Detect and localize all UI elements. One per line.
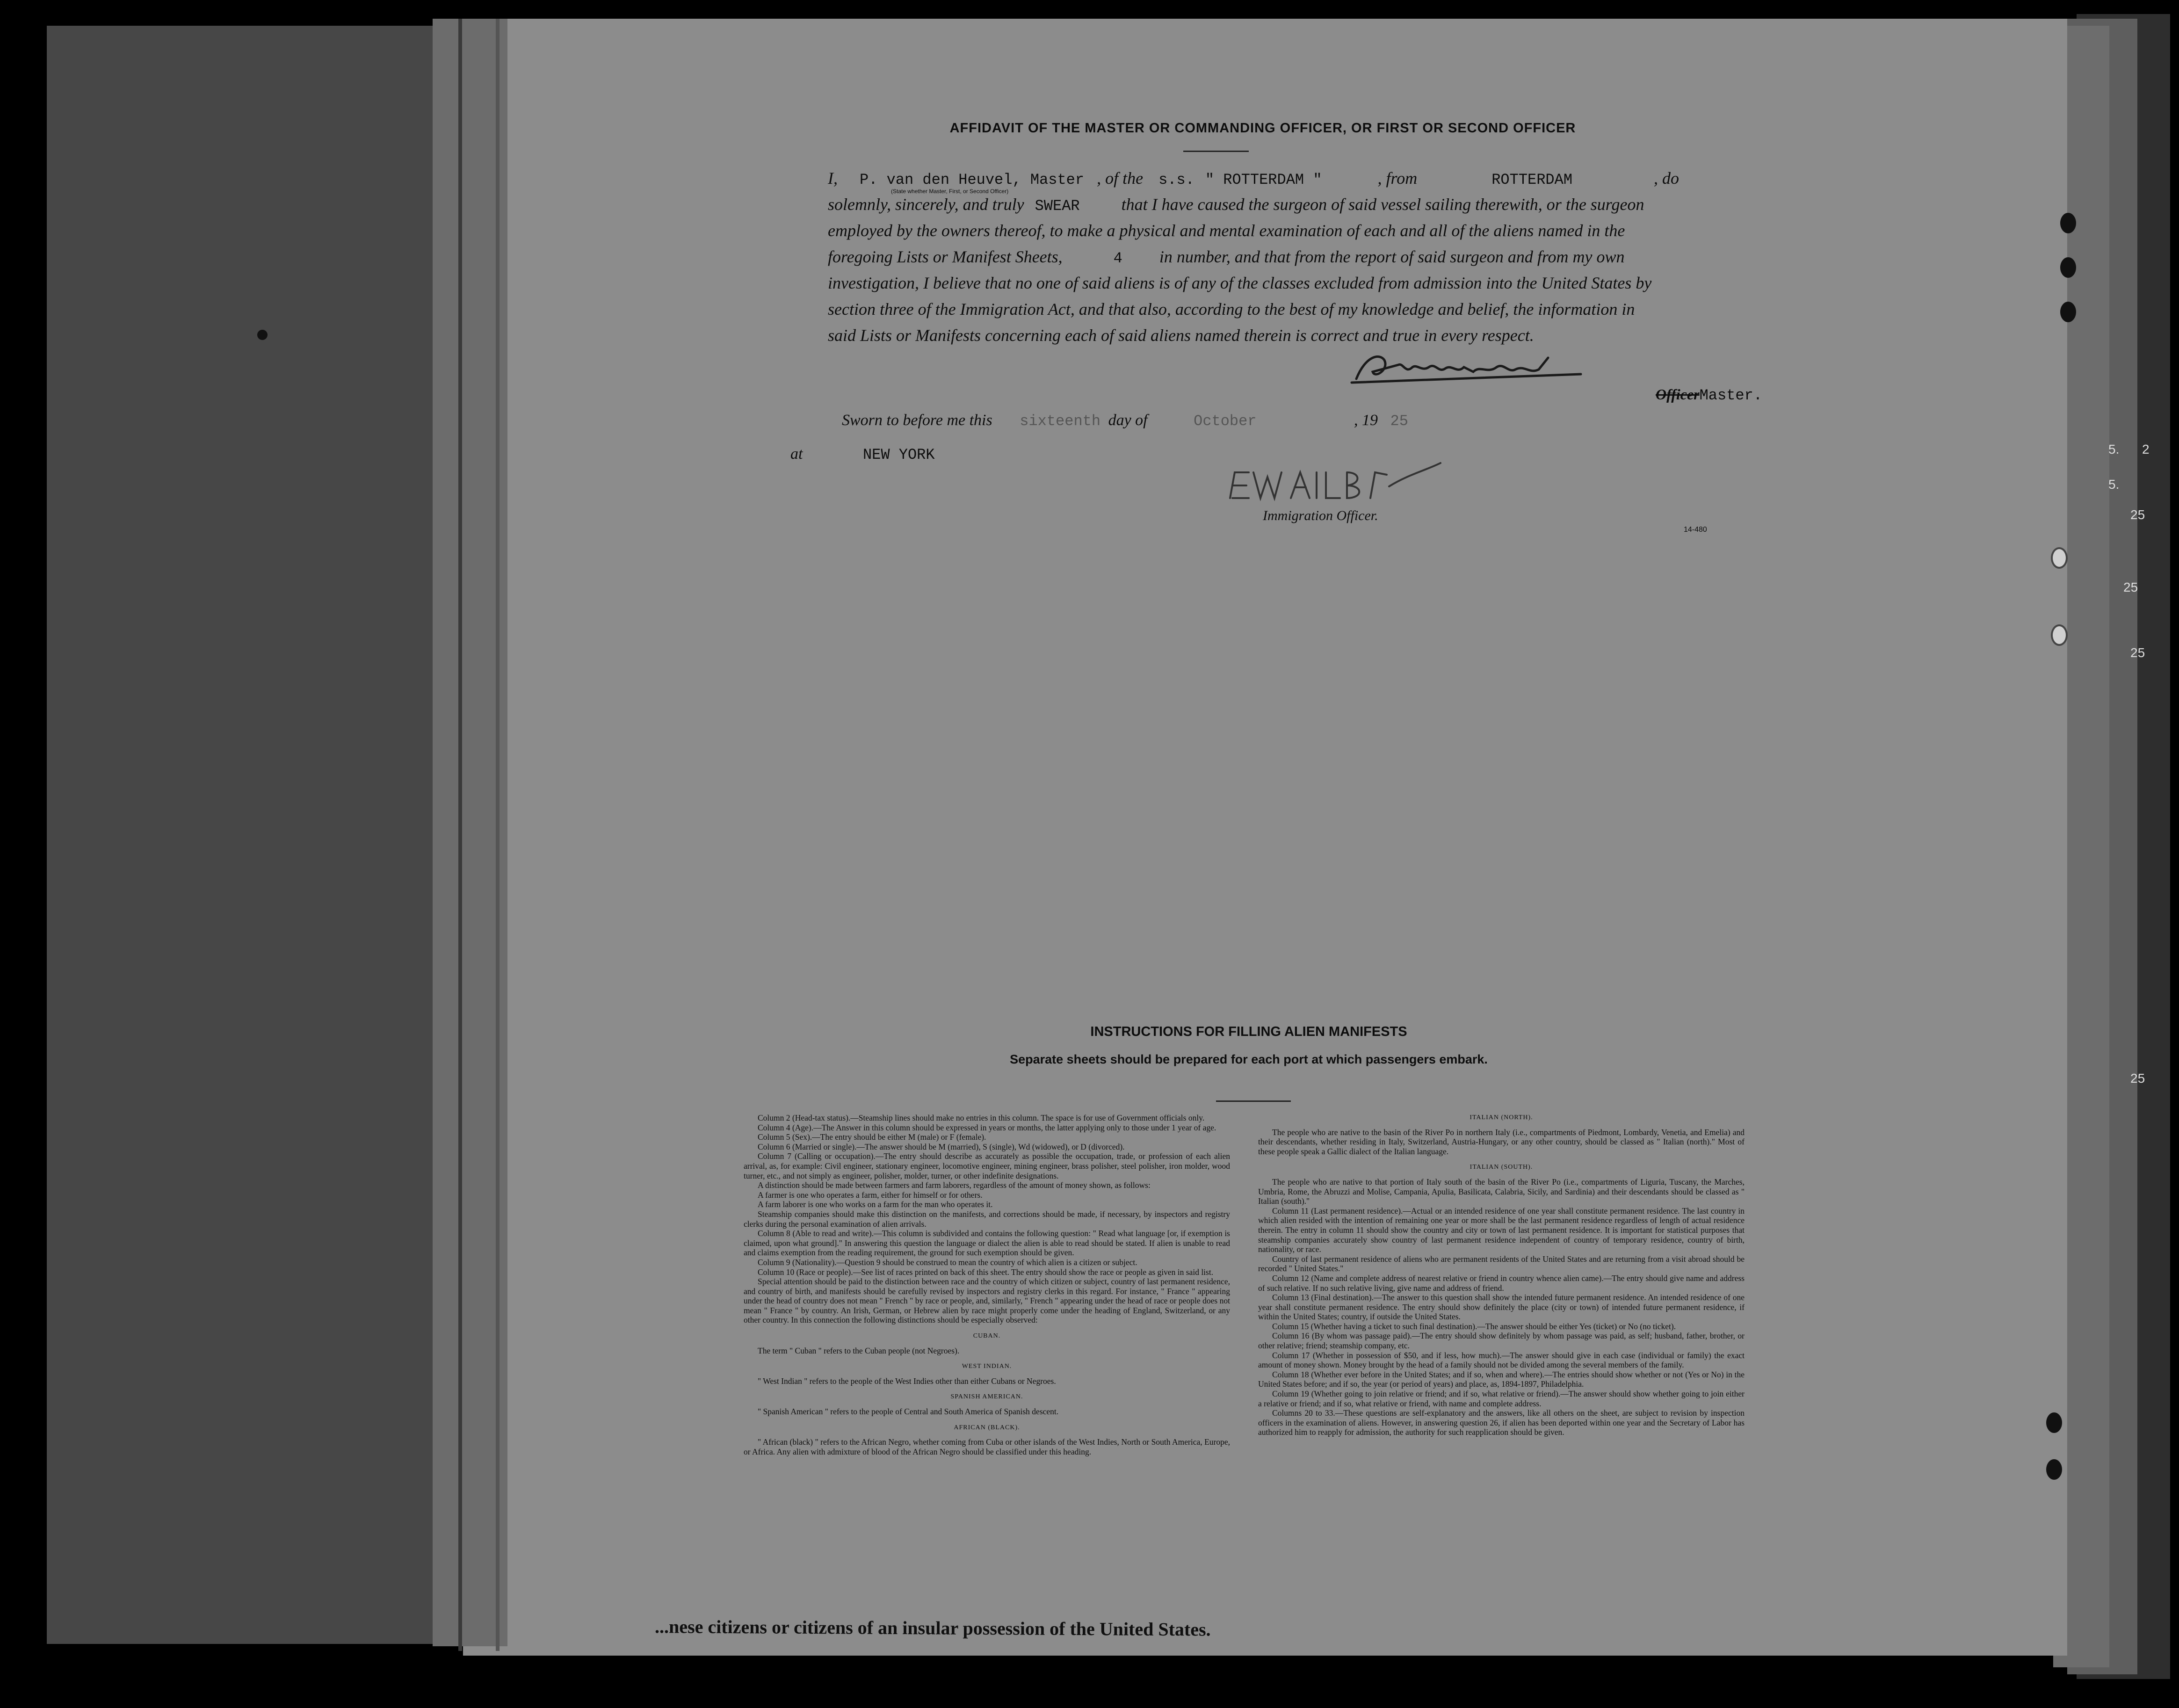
instruction-paragraph: A distinction should be made between farmers and farm laborers, regardless of the amount of money shown, as follows: — [758, 1180, 1151, 1190]
form-number: 14-480 — [1684, 526, 1707, 534]
sworn-line — [842, 412, 1408, 430]
master-signature — [1347, 346, 1590, 388]
affidavit-line-7: said Lists or Manifests concerning each of said aliens named therein is correct and true in every respect. — [828, 326, 1534, 345]
sworn-month: October — [1194, 413, 1257, 430]
departure-port: ROTTERDAM — [1491, 171, 1573, 188]
instruction-paragraph: " African (black) " refers to the African Negro, whether coming from Cuba or other islands of the West Indies, North or South America, Europe, or Africa. Any alien with admixture of blood of the African Negro should be classified under this heading. — [744, 1437, 1230, 1456]
oath-word: SWEAR — [1035, 197, 1080, 215]
sworn-day: sixteenth — [1020, 413, 1101, 430]
struck-title: Officer — [1656, 386, 1700, 403]
affidavit-line-2 — [828, 195, 1644, 215]
rank-note: (State whether Master, First, or Second Officer) — [891, 188, 1009, 195]
instruction-paragraph: " West Indian " refers to the people of the West Indies other than either Cubans or Negroes. — [758, 1376, 1056, 1386]
instruction-paragraph: Column 17 (Whether in possession of $50, and if less, how much).—The answer should give in each case (individual or family) the exact amount of money shown. Money brought by the head of a family should not be divided among the several members of the family. — [1258, 1350, 1745, 1370]
page-fold-shadow — [458, 19, 462, 1651]
speck — [257, 330, 268, 340]
instruction-paragraph: Column 6 (Married or single).—The answer should be M (married), S (single), Wd (widowed), or D (divorced). — [758, 1142, 1125, 1151]
instruction-paragraph: Column 11 (Last permanent residence).—Actual or an intended residence of one year shall constitute permanent residence. The last country in which alien resided with the intention of remaining one year or more shall be the last permanent residence regardless of length of actual residence therein. The entry in column 11 should show the country and city or town of last permanent residence. It is important for statistical purposes that steamship companies accurately show country of last permanent residence independent of country of temporary residence, country of birth, nationality, or race. — [1258, 1206, 1745, 1254]
instruction-paragraph: A farm laborer is one who works on a farm for the man who operates it. — [758, 1200, 993, 1209]
instruction-paragraph: Column 18 (Whether ever before in the United States; and if so, when and where).—The entries should show whether or not (Yes or No) in the United States before; and if so, the year (or period of years) and place, as, 1894-1897, Philadelphia. — [1258, 1369, 1745, 1389]
edge-mark: 25 — [2130, 645, 2145, 660]
edge-mark: 5. — [2108, 442, 2120, 456]
ship-prefix: s.s. — [1158, 171, 1194, 188]
divider — [1216, 1100, 1291, 1102]
instruction-paragraph: Column 15 (Whether having a ticket to such final destination).—The answer should be either Yes (ticket) or No (no ticket). — [1272, 1321, 1676, 1331]
instruction-paragraph: Column 9 (Nationality).—Question 9 should be construed to mean the country of which alien is a citizen or subject. — [758, 1257, 1137, 1267]
instruction-paragraph: Column 13 (Final destination).—The answer to this question shall show the intended future permanent residence. An intended residence of one year shall constitute permanent residence. The entry should show definitely the place (city or town) of intended future permanent residence, if within the United States; country, if outside the United States. — [1258, 1293, 1745, 1322]
instruction-paragraph: Country of last permanent residence of aliens who are permanent residents of the United States and are returning from a visit abroad should be recorded " United States." — [1258, 1254, 1745, 1274]
section-heading: SPANISH AMERICAN. — [950, 1393, 1023, 1401]
instruction-paragraph: Special attention should be paid to the distinction between race and the country of which citizen or subject, country of last permanent residence, and country of birth, and manifests should be carefully revised by inspectors and registry clerks in this regard. For instance, " France " appearing under the head of country does not mean " French " by race or people, and, similarly, " French " appearing under the head of race or people does not mean " France " by country. An Irish, German, or Hebrew alien by race might properly come under the heading of England, Switzerland, or any other country. In this connection the following distinctions should be especially observed: — [744, 1277, 1230, 1325]
immigration-officer-signature — [1221, 458, 1445, 505]
immigration-officer-label: Immigration Officer. — [1263, 508, 1378, 523]
text: in number, and that from the report of said surgeon and from my own — [1159, 247, 1625, 266]
instructions-subtitle: Separate sheets should be prepared for each port at which passengers embark. — [1010, 1052, 1488, 1066]
sworn-place — [790, 445, 935, 463]
text: foregoing Lists or Manifest Sheets, — [828, 247, 1063, 266]
punch-hole — [2051, 547, 2068, 569]
sworn-year: 25 — [1390, 413, 1408, 430]
punch-hole — [2051, 624, 2068, 646]
text: solemnly, sincerely, and truly — [828, 195, 1024, 214]
instructions-title: INSTRUCTIONS FOR FILLING ALIEN MANIFESTS — [1090, 1024, 1407, 1039]
edge-mark: 25 — [2123, 580, 2138, 594]
master-name: P. van den Heuvel, Master — [860, 171, 1085, 188]
instruction-paragraph: Steamship companies should make this distinction on the manifests, and corrections should be made, if necessary, by inspectors and registry clerks during the personal examination of alien arrivals. — [744, 1209, 1230, 1229]
instruction-paragraph: Column 12 (Name and complete address of nearest relative or friend in country whence alien came).—The entry should give name and address of such relative. If no such relative living, give name and address of friend. — [1258, 1273, 1745, 1293]
text: , do — [1654, 169, 1679, 188]
divider — [1183, 151, 1249, 152]
sworn-city: NEW YORK — [862, 446, 935, 463]
affidavit-line-6: section three of the Immigration Act, and that also, according to the best of my knowledge and belief, the information in — [828, 300, 1635, 318]
text: , 19 — [1354, 412, 1378, 429]
edge-mark: 25 — [2130, 507, 2145, 522]
edge-mark: 25 — [2130, 1071, 2145, 1086]
instruction-paragraph: Columns 20 to 33.—These questions are self-explanatory and the answers, like all others on the sheet, are subject to revision by inspection officers in the examination of aliens. However, in answering question 26, if alien has been deported within one year and the Secretary of Labor has authorized him to reapply for admission, the authority for such reapplication should be given. — [1258, 1408, 1745, 1437]
underlying-sheet-text: ...nese citizens or citizens of an insular possession of the United States. — [654, 1616, 1211, 1640]
instruction-paragraph: A farmer is one who operates a farm, either for himself or for others. — [758, 1190, 983, 1200]
page-fold-shadow — [496, 19, 500, 1651]
text: Sworn to before me this — [842, 412, 992, 429]
text: day of — [1108, 412, 1148, 429]
instruction-paragraph: Column 7 (Calling or occupation).—The entry should describe as accurately as possible the occupation, trade, or profession of each alien arrival, as, for example: Civil engineer, stationary engineer, locomotive engineer, mining engineer, brass polisher, steel polisher, iron molder, wood turner, etc., and not simply as engineer, polisher, molder, turner, or other indefinite designations. — [744, 1151, 1230, 1180]
text: at — [790, 445, 803, 463]
text: , of the — [1097, 169, 1144, 188]
instruction-paragraph: Column 4 (Age).—The Answer in this column should be expressed in years or months, the latter applying only to those under 1 year of age. — [758, 1122, 1216, 1132]
affidavit-line-3: employed by the owners thereof, to make a physical and mental examination of each and all of the aliens named in the — [828, 221, 1625, 240]
affidavit-title: AFFIDAVIT OF THE MASTER OR COMMANDING OFFICER, OR FIRST OR SECOND OFFICER — [949, 121, 1576, 136]
text: I, — [828, 169, 838, 188]
punch-hole — [2046, 1412, 2062, 1433]
ship-name: " ROTTERDAM " — [1205, 171, 1322, 188]
section-heading: CUBAN. — [973, 1332, 1001, 1340]
punch-hole — [2046, 1459, 2062, 1480]
instruction-paragraph: " Spanish American " refers to the people of Central and South America of Spanish descent. — [758, 1407, 1059, 1417]
instruction-paragraph: Column 2 (Head-tax status).—Steamship lines should make no entries in this column. The space is for use of Government officials only. — [758, 1113, 1205, 1122]
typed-title: Master. — [1699, 387, 1763, 404]
underlying-sheet-left — [47, 26, 458, 1644]
instruction-paragraph: Column 5 (Sex).—The entry should be either M (male) or F (female). — [758, 1132, 986, 1142]
section-heading: ITALIAN (SOUTH). — [1470, 1164, 1533, 1171]
instruction-paragraph: The people who are native to that portion of Italy south of the basin of the River Po (i.e., compartments of Liguria, Tuscany, the Marches, Umbria, Rome, the Abruzzi and Molise, Campania, Apulia, Basilicata, Calabria, Sicily, and Sardinia) and their descendants should be classed as " Italian (south)." — [1258, 1177, 1745, 1206]
edge-mark: 2 — [2142, 442, 2150, 456]
section-heading: WEST INDIAN. — [962, 1363, 1012, 1370]
affidavit-line-4 — [828, 247, 1625, 267]
instruction-paragraph: Column 19 (Whether going to join relative or friend; and if so, what relative or friend).—The answer should show whether going to join either a relative or friend; and if so, what relative or friend, with name and complete address. — [1258, 1389, 1745, 1408]
punch-hole — [2060, 302, 2076, 322]
instruction-paragraph: Column 10 (Race or people).—See list of races printed on back of this sheet. The entry should show the race or people as given in said list. — [758, 1267, 1214, 1277]
text: that I have caused the surgeon of said vessel sailing therewith, or the surgeon — [1121, 195, 1644, 214]
instruction-paragraph: The people who are native to the basin of the River Po in northern Italy (i.e., compartments of Piedmont, Lombardy, Venetia, and Emelia) and their descendants, whether residing in Italy, Switzerland, Austria-Hungary, or any other country, should be classed as " Italian (north)." Most of these people speak a Gallic dialect of the Italian language. — [1258, 1127, 1745, 1156]
instruction-paragraph: Column 16 (By whom was passage paid).—The entry should show definitely by whom passage was paid, as self; husband, father, brother, or other relative; friend; steamship company, etc. — [1258, 1331, 1745, 1351]
affidavit-line-5: investigation, I believe that no one of said aliens is of any of the classes excluded from admission into the United States by — [828, 274, 1652, 292]
section-heading: ITALIAN (NORTH). — [1470, 1114, 1533, 1121]
affidavit-line-1 — [828, 168, 1679, 188]
section-heading: AFRICAN (BLACK). — [954, 1424, 1020, 1431]
punch-hole — [2060, 257, 2076, 278]
text: , from — [1377, 169, 1418, 188]
instructions-right-column — [1258, 1113, 1745, 1437]
instruction-paragraph: Column 8 (Able to read and write).—This column is subdivided and contains the following question: " Read what language [or, if exemption is claimed, upon what ground]." In answering this question the language or dialect the alien is able to read should be stated. If alien is unable to read and claims exemption from the reading requirement, the ground for such exemption should be given. — [744, 1229, 1230, 1258]
sheet-count: 4 — [1113, 250, 1122, 267]
punch-hole — [2060, 213, 2076, 233]
instruction-paragraph: The term " Cuban " refers to the Cuban people (not Negroes). — [758, 1346, 960, 1355]
instructions-left-column — [744, 1113, 1230, 1456]
officer-title — [1656, 386, 1762, 404]
edge-mark: 5. — [2108, 477, 2120, 492]
